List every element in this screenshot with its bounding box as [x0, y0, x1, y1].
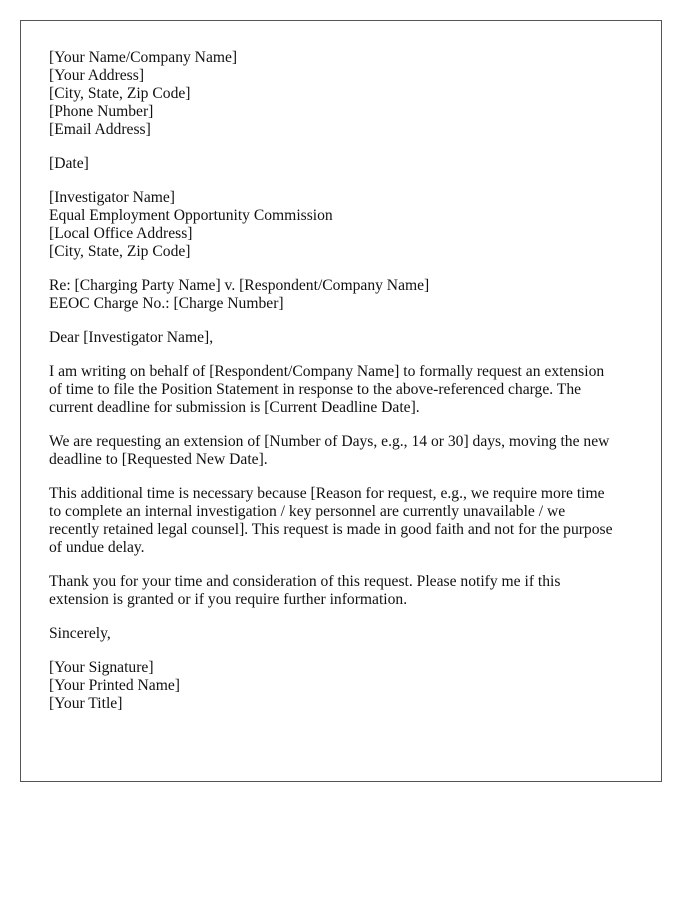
text-line: Re: [Charging Party Name] v. [Respondent/Company Name] [49, 277, 430, 294]
text-line: Sincerely, [49, 625, 111, 642]
text-line: to complete an internal investigation / key personnel are currently unavailable / we [49, 503, 566, 520]
text-line: Equal Employment Opportunity Commission [49, 207, 333, 224]
signature-block [49, 659, 613, 713]
text-line: We are requesting an extension of [Number of Days, e.g., 14 or 30] days, moving the new [49, 433, 610, 450]
text-line: EEOC Charge No.: [Charge Number] [49, 295, 284, 312]
reference-block [49, 277, 613, 313]
body-paragraph-3 [49, 485, 613, 557]
text-line: [Your Title] [49, 695, 123, 712]
text-line: [Phone Number] [49, 103, 154, 120]
text-line: [Your Printed Name] [49, 677, 180, 694]
text-line: [Investigator Name] [49, 189, 175, 206]
text-line: [City, State, Zip Code] [49, 243, 191, 260]
recipient-block [49, 189, 613, 261]
text-line: [Your Name/Company Name] [49, 49, 238, 66]
text-line: [Local Office Address] [49, 225, 193, 242]
salutation [49, 329, 613, 347]
body-paragraph-1 [49, 363, 613, 417]
body-paragraph-2 [49, 433, 613, 469]
text-line: deadline to [Requested New Date]. [49, 451, 268, 468]
sender-block [49, 49, 613, 139]
text-line: [Your Signature] [49, 659, 154, 676]
date-block [49, 155, 613, 173]
text-line: of undue delay. [49, 539, 145, 556]
text-line: [City, State, Zip Code] [49, 85, 191, 102]
text-line: [Your Address] [49, 67, 145, 84]
text-line: extension is granted or if you require further information. [49, 591, 408, 608]
text-line: [Date] [49, 155, 89, 172]
letter-page [20, 20, 662, 782]
letter-content [49, 49, 613, 729]
text-line: Thank you for your time and consideration of this request. Please notify me if this [49, 573, 561, 590]
text-line: This additional time is necessary because [Reason for request, e.g., we require more time [49, 485, 605, 502]
text-line: [Email Address] [49, 121, 151, 138]
text-line: current deadline for submission is [Current Deadline Date]. [49, 399, 420, 416]
body-paragraph-4 [49, 573, 613, 609]
text-line: Dear [Investigator Name], [49, 329, 214, 346]
closing [49, 625, 613, 643]
text-line: recently retained legal counsel]. This request is made in good faith and not for the purpose [49, 521, 613, 538]
text-line: I am writing on behalf of [Respondent/Company Name] to formally request an extension [49, 363, 605, 380]
text-line: of time to file the Position Statement in response to the above-referenced charge. The [49, 381, 582, 398]
